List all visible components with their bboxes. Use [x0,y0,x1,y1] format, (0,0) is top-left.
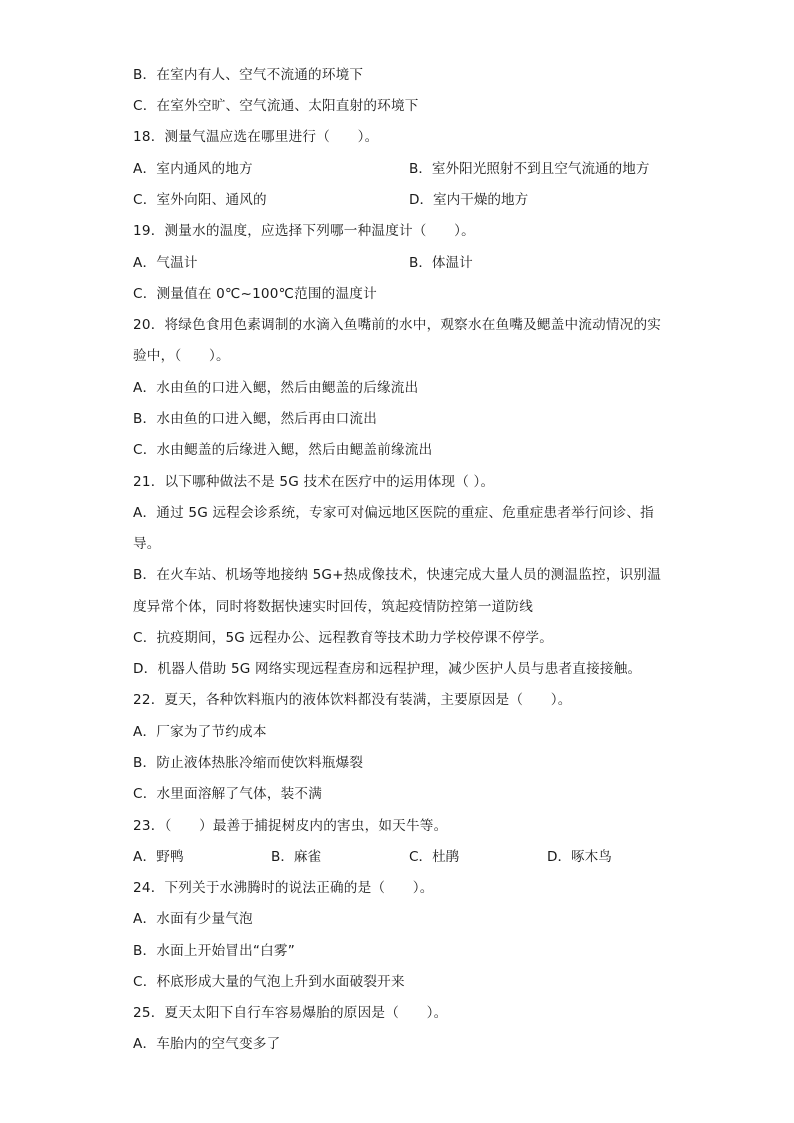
q21-option-c: C．抗疫期间，5G 远程办公、远程教育等技术助力学校停课不停学。 [133,630,554,646]
q24-option-b: B．水面上开始冒出“白雾” [133,943,295,959]
q22-option-c: C．水里面溶解了气体，装不满 [133,786,323,802]
q20-stem-line1: 20．将绿色食用色素调制的水滴入鱼嘴前的水中，观察水在鱼嘴及鳃盖中流动情况的实 [133,317,662,333]
q23-option-a: A．野鸭 [133,849,184,865]
q22-option-a: A．厂家为了节约成本 [133,724,267,740]
q20-option-c: C．水由鳃盖的后缘进入鳃，然后由鳃盖前缘流出 [133,442,433,458]
q19-option-a: A．气温计 [133,255,198,271]
q21-option-b-line1: B．在火车站、机场等地接纳 5G+热成像技术，快速完成大量人员的测温监控，识别温 [133,567,661,583]
q25-stem: 25．夏天太阳下自行车容易爆胎的原因是（ ）。 [133,1005,448,1021]
q18-option-c: C．室外向阳、通风的 [133,192,267,208]
q19-option-b: B．体温计 [409,255,473,271]
q24-option-a: A．水面有少量气泡 [133,911,253,927]
q22-stem: 22．夏天，各种饮料瓶内的液体饮料都没有装满，主要原因是（ ）。 [133,692,572,708]
q21-option-a-line1: A．通过 5G 远程会诊系统，专家可对偏远地区医院的重症、危重症患者举行问诊、指 [133,505,654,521]
q18-option-a: A．室内通风的地方 [133,161,253,177]
q20-option-a: A．水由鱼的口进入鳃，然后由鳃盖的后缘流出 [133,380,419,396]
q21-option-b-line2: 度异常个体，同时将数据快速实时回传，筑起疫情防控第一道防线 [133,599,534,615]
q23-option-d: D．啄木鸟 [547,849,612,865]
q23-option-c: C．杜鹃 [409,849,460,865]
q21-option-d: D．机器人借助 5G 网络实现远程查房和远程护理，减少医护人员与患者直接接触。 [133,661,642,677]
q23-option-b: B．麻雀 [271,849,322,865]
q18-option-d: D．室内干燥的地方 [409,192,529,208]
q17-option-b: B．在室内有人、空气不流通的环境下 [133,67,364,83]
q24-option-c: C．杯底形成大量的气泡上升到水面破裂开来 [133,974,405,990]
q22-option-b: B．防止液体热胀冷缩而使饮料瓶爆裂 [133,755,364,771]
q21-stem: 21．以下哪种做法不是 5G 技术在医疗中的运用体现（ ）。 [133,474,495,490]
q20-option-b: B．水由鱼的口进入鳃，然后再由口流出 [133,411,378,427]
q25-option-a: A．车胎内的空气变多了 [133,1036,281,1052]
q17-option-c: C．在室外空旷、空气流通、太阳直射的环境下 [133,98,419,114]
q21-option-a-line2: 导。 [133,536,161,552]
q19-option-c: C．测量值在 0℃~100℃范围的温度计 [133,286,377,302]
q18-stem: 18．测量气温应选在哪里进行（ ）。 [133,129,379,145]
q24-stem: 24．下列关于水沸腾时的说法正确的是（ ）。 [133,880,434,896]
q18-option-b: B．室外阳光照射不到且空气流通的地方 [409,161,650,177]
q23-stem: 23．（ ）最善于捕捉树皮内的害虫，如天牛等。 [133,818,448,834]
q19-stem: 19．测量水的温度，应选择下列哪一种温度计（ ）。 [133,223,475,239]
q20-stem-line2: 验中，（ ）。 [133,348,230,364]
